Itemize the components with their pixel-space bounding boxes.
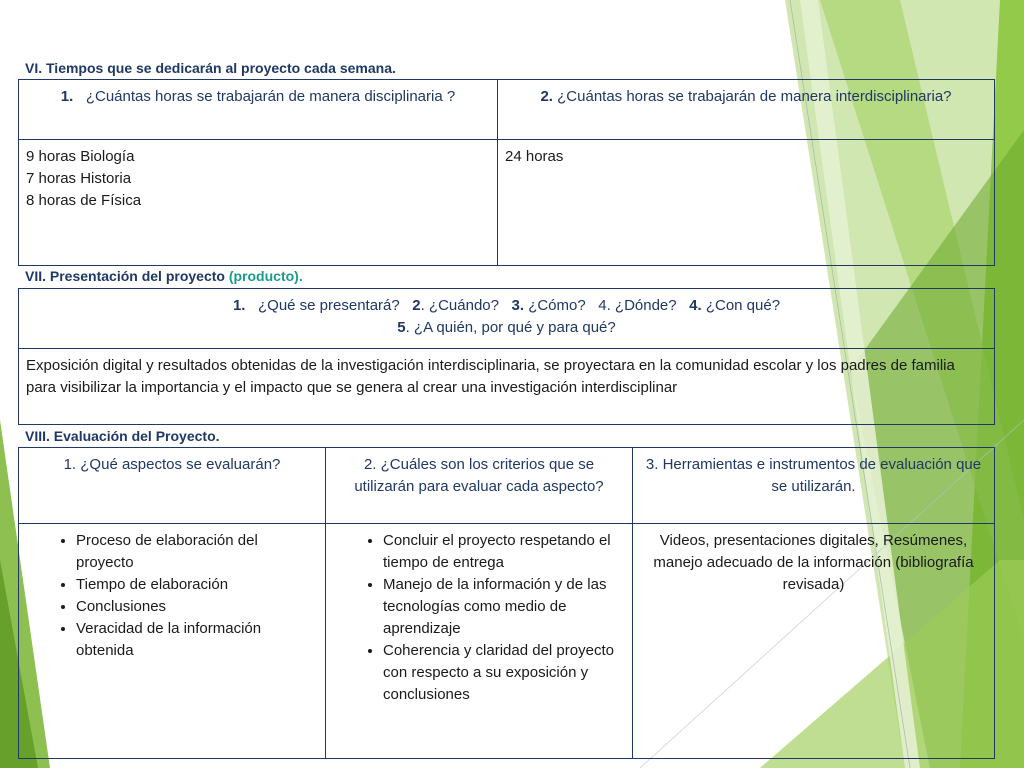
list-item: • Conclusiones xyxy=(76,596,318,618)
section-8-title: VIII. Evaluación del Proyecto. xyxy=(25,428,220,444)
question-number: 3. xyxy=(511,297,525,314)
question-number: 4. xyxy=(689,297,702,314)
tools-header: 3. Herramientas e instrumentos de evaluación que se utilizarán. xyxy=(633,448,995,524)
disciplinary-hours-answer xyxy=(19,140,498,266)
question-number: 1. xyxy=(232,297,246,314)
list-item: • Veracidad de la información obtenida xyxy=(76,618,318,662)
hours-line: 7 horas Historia xyxy=(26,170,132,187)
criteria-header: 2. ¿Cuáles son los criterios que se utilizarán para evaluar cada aspecto? xyxy=(326,448,633,524)
question-number: 2. xyxy=(540,88,553,105)
interdisciplinary-hours-question xyxy=(498,80,995,140)
hours-table xyxy=(18,79,995,266)
list-item: • Manejo de la información y de las tecnologías como medio de aprendizaje xyxy=(383,574,625,640)
list-item: • Proceso de elaboración del proyecto xyxy=(76,530,318,574)
section-7-title-text: VII. Presentación del proyecto xyxy=(25,268,225,284)
presentation-questions xyxy=(19,289,995,349)
criteria-cell xyxy=(326,524,633,759)
hours-line: 8 horas de Física xyxy=(26,192,142,209)
list-item: • Concluir el proyecto respetando el tiempo de entrega xyxy=(383,530,625,574)
tools-text: Videos, presentaciones digitales, Resúmenes, manejo adecuado de la información (bibliografía revisada) xyxy=(653,532,974,593)
presentation-answer-text: Exposición digital y resultados obtenidas de la investigación interdisciplinaria, se proyectara en la comunidad escolar y los padres de familia para visibilizar la importancia y el impacto que se genera al crear una investigación interdisciplinar xyxy=(26,357,955,396)
presentation-table xyxy=(18,288,995,425)
question-text: ¿Con qué? xyxy=(705,297,781,314)
interdisciplinary-hours-answer xyxy=(498,140,995,266)
evaluation-table xyxy=(18,447,995,759)
question-text: 4. ¿Dónde? xyxy=(598,297,677,314)
question-number: 5 xyxy=(397,319,406,336)
aspects-header: 1. ¿Qué aspectos se evaluarán? xyxy=(19,448,326,524)
question-text: . ¿A quién, por qué y para qué? xyxy=(405,319,616,336)
list-item: • Tiempo de elaboración xyxy=(76,574,318,596)
section-7-title-accent: (producto). xyxy=(228,268,303,284)
criteria-list xyxy=(333,530,625,706)
hours-line: 9 horas Biología xyxy=(26,148,135,165)
disciplinary-hours-question xyxy=(19,80,498,140)
aspects-cell xyxy=(19,524,326,759)
question-text: ¿Qué se presentará? xyxy=(257,297,400,314)
presentation-answer xyxy=(19,349,995,425)
section-7-title xyxy=(25,268,303,284)
question-number: 1. xyxy=(60,88,74,105)
question-text: ¿Cómo? xyxy=(528,297,586,314)
question-text: ¿Cuántas horas se trabajarán de manera interdisciplinaria? xyxy=(557,88,952,105)
aspects-list xyxy=(26,530,318,662)
question-number: 2 xyxy=(412,297,421,314)
hours-value: 24 horas xyxy=(505,148,564,165)
question-text: ¿Cuántas horas se trabajarán de manera disciplinaria ? xyxy=(85,88,456,105)
tools-cell xyxy=(633,524,995,759)
list-item: • Coherencia y claridad del proyecto con respecto a su exposición y conclusiones xyxy=(383,640,625,706)
question-text: . ¿Cuándo? xyxy=(420,297,499,314)
section-6-title: VI. Tiempos que se dedicarán al proyecto cada semana. xyxy=(25,60,396,76)
